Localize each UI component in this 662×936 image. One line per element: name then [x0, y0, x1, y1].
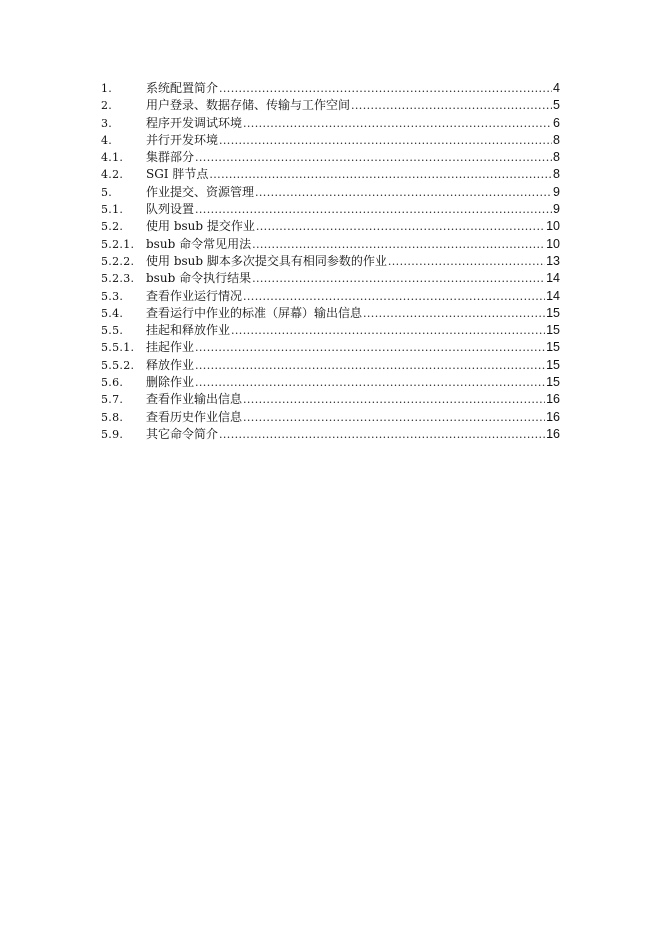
toc-entry-5-4[interactable] — [101, 305, 560, 322]
toc-entry-5-7[interactable] — [101, 391, 560, 408]
toc-dot-leader — [243, 391, 545, 408]
toc-entry-5-2[interactable] — [101, 218, 560, 235]
toc-dot-leader — [209, 166, 552, 183]
toc-entry-page: 5 — [553, 98, 560, 113]
toc-entry-5-5[interactable] — [101, 322, 560, 339]
toc-entry-4-1[interactable] — [101, 149, 560, 166]
toc-entry-number: 3. — [101, 116, 113, 130]
toc-entry-4-2[interactable] — [101, 166, 560, 183]
toc-dot-leader — [219, 132, 552, 149]
toc-dot-leader — [195, 374, 545, 391]
toc-entry-page: 15 — [546, 323, 560, 338]
toc-entry-5[interactable] — [101, 184, 560, 201]
toc-entry-page: 8 — [553, 132, 560, 147]
toc-entry-title: 集群部分 — [146, 150, 195, 165]
toc-dot-leader — [252, 236, 545, 253]
toc-entry-number: 5.6. — [101, 376, 124, 390]
toc-entry-number: 5.1. — [101, 203, 124, 217]
toc-dot-leader — [351, 97, 552, 114]
toc-entry-number: 5.4. — [101, 306, 124, 320]
table-of-contents — [101, 80, 560, 443]
toc-entry-page: 4 — [553, 81, 560, 95]
toc-entry-5-5-2[interactable] — [101, 357, 560, 374]
toc-dot-leader — [195, 149, 552, 166]
toc-dot-leader — [195, 339, 545, 356]
toc-entry-title: 队列设置 — [146, 202, 195, 217]
toc-entry-number: 5.7. — [101, 393, 124, 407]
toc-entry-number: 5.2.1. — [101, 237, 135, 251]
toc-entry-number: 4.2. — [101, 168, 124, 182]
toc-entry-title: 释放作业 — [146, 357, 195, 372]
toc-entry-number: 4. — [101, 133, 113, 147]
toc-entry-number: 5.5. — [101, 324, 124, 338]
toc-entry-number: 5. — [101, 185, 113, 199]
toc-entry-5-5-1[interactable] — [101, 339, 560, 356]
toc-entry-5-6[interactable] — [101, 374, 560, 391]
toc-entry-5-8[interactable] — [101, 409, 560, 426]
toc-entry-5-1[interactable] — [101, 201, 560, 218]
toc-entry-page: 15 — [546, 375, 560, 390]
toc-entry-5-9[interactable] — [101, 426, 560, 443]
toc-entry-page: 16 — [546, 392, 560, 407]
toc-dot-leader — [219, 426, 545, 443]
toc-entry-page: 10 — [546, 219, 560, 234]
toc-entry-title: 系统配置简介 — [146, 81, 219, 95]
toc-entry-title: 查看历史作业信息 — [146, 409, 243, 424]
toc-dot-leader — [243, 288, 545, 305]
toc-entry-number: 5.8. — [101, 410, 124, 424]
toc-entry-number: 5.3. — [101, 289, 124, 303]
toc-entry-page: 9 — [553, 202, 560, 217]
toc-entry-number: 1. — [101, 82, 113, 95]
toc-entry-title: 查看作业输出信息 — [146, 392, 243, 407]
toc-entry-title: 其它命令简介 — [146, 426, 219, 441]
toc-dot-leader — [363, 305, 545, 322]
toc-entry-number: 5.2.2. — [101, 254, 135, 268]
toc-entry-title: 查看作业运行情况 — [146, 288, 243, 303]
toc-entry-page: 14 — [546, 288, 560, 303]
toc-entry-title: 删除作业 — [146, 375, 195, 390]
toc-entry-title: 作业提交、资源管理 — [146, 184, 255, 199]
toc-entry-page: 8 — [553, 167, 560, 182]
toc-entry-page: 13 — [546, 253, 560, 268]
toc-entry-5-2-1[interactable] — [101, 236, 560, 253]
toc-dot-leader — [243, 409, 545, 426]
toc-dot-leader — [252, 270, 545, 287]
toc-dot-leader — [255, 184, 552, 201]
toc-entry-page: 9 — [553, 184, 560, 199]
toc-entry-number: 5.9. — [101, 427, 124, 441]
toc-dot-leader — [219, 80, 552, 97]
toc-entry-page: 6 — [553, 115, 560, 130]
toc-dot-leader — [195, 357, 545, 374]
toc-entry-page: 15 — [546, 340, 560, 355]
toc-dot-leader — [231, 322, 545, 339]
toc-dot-leader — [256, 218, 545, 235]
toc-entry-number: 5.2.3. — [101, 272, 135, 286]
toc-entry-1[interactable] — [101, 80, 560, 97]
toc-entry-number: 2. — [101, 99, 113, 113]
toc-entry-title: 查看运行中作业的标准（屏幕）输出信息 — [146, 305, 363, 320]
toc-entry-number: 5.5.2. — [101, 358, 135, 372]
toc-dot-leader — [243, 115, 552, 132]
toc-entry-page: 16 — [546, 426, 560, 441]
toc-dot-leader — [195, 201, 552, 218]
toc-entry-2[interactable] — [101, 97, 560, 114]
toc-entry-title: 并行开发环境 — [146, 132, 219, 147]
toc-entry-title: 程序开发调试环境 — [146, 115, 243, 130]
toc-entry-title: 用户登录、数据存储、传输与工作空间 — [146, 98, 351, 113]
toc-entry-page: 15 — [546, 305, 560, 320]
toc-entry-number: 5.2. — [101, 220, 124, 234]
toc-entry-page: 10 — [546, 236, 560, 251]
toc-entry-title: SGI 胖节点 — [146, 167, 209, 182]
toc-dot-leader — [388, 253, 545, 270]
toc-entry-page: 14 — [546, 271, 560, 286]
toc-entry-title: 挂起作业 — [146, 340, 195, 355]
toc-entry-page: 16 — [546, 409, 560, 424]
toc-entry-page: 15 — [546, 357, 560, 372]
toc-entry-number: 5.5.1. — [101, 341, 135, 355]
toc-entry-3[interactable] — [101, 115, 560, 132]
toc-entry-title: bsub 命令执行结果 — [146, 271, 252, 286]
toc-entry-number: 4.1. — [101, 151, 124, 165]
toc-entry-title: bsub 命令常见用法 — [146, 236, 252, 251]
toc-entry-4[interactable] — [101, 132, 560, 149]
toc-entry-5-3[interactable] — [101, 288, 560, 305]
toc-entry-page: 8 — [553, 150, 560, 165]
toc-entry-5-2-2[interactable] — [101, 253, 560, 270]
toc-entry-title: 挂起和释放作业 — [146, 323, 231, 338]
toc-entry-5-2-3[interactable] — [101, 270, 560, 287]
toc-entry-title: 使用 bsub 脚本多次提交具有相同参数的作业 — [146, 253, 387, 268]
toc-entry-title: 使用 bsub 提交作业 — [146, 219, 255, 234]
